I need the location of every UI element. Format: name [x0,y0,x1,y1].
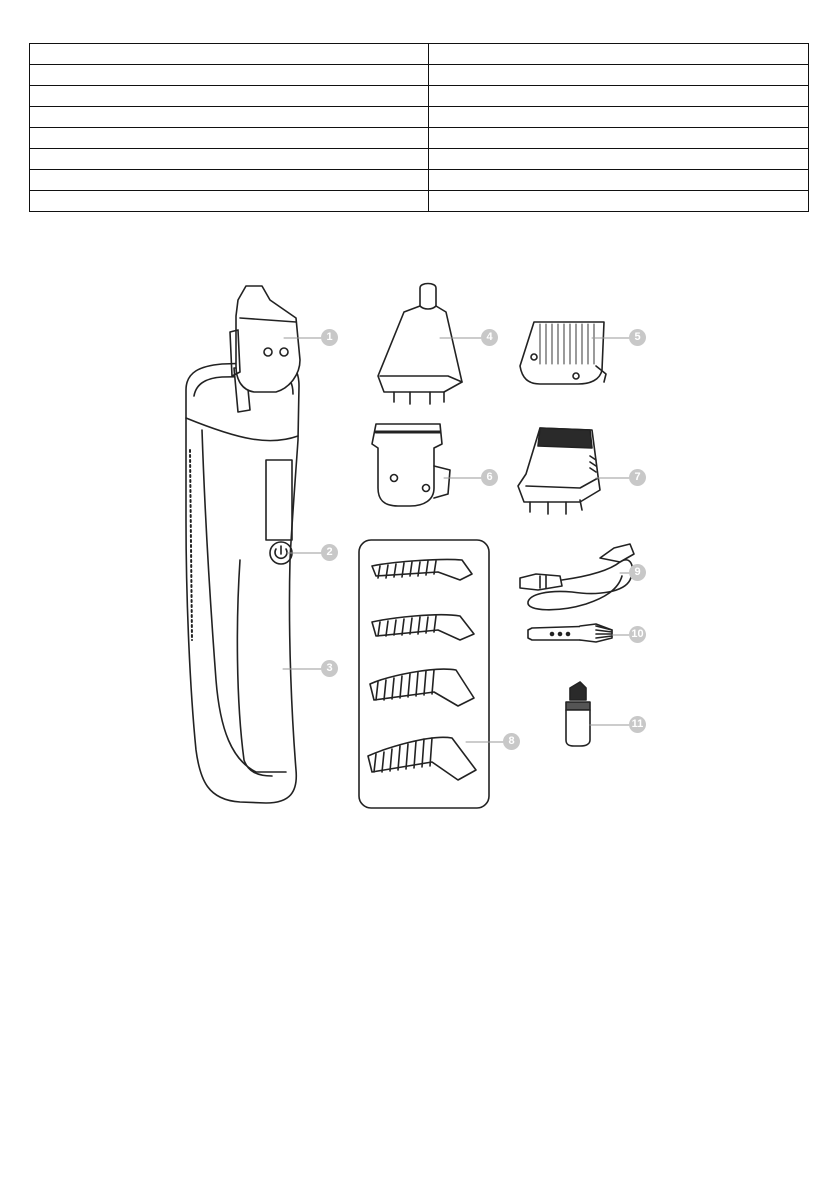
usb-cable-illustration [520,544,634,610]
callout-8: 8 [503,733,520,750]
table-cell [429,44,809,65]
table-row [30,107,809,128]
cleaning-brush-illustration [528,624,612,642]
table-cell [30,107,429,128]
table-row [30,149,809,170]
table-cell [30,191,429,212]
trimmer-body-illustration [186,362,299,803]
trimmer-head-illustration [230,286,300,392]
oil-bottle-illustration [566,682,590,746]
wide-trimmer-head-illustration [520,322,606,384]
table-cell [429,86,809,107]
callout-7: 7 [629,469,646,486]
callout-4: 4 [481,329,498,346]
table-cell [429,65,809,86]
callout-11: 11 [629,716,646,733]
table-cell [30,149,429,170]
table-row [30,128,809,149]
table-cell [429,128,809,149]
callout-10: 10 [629,626,646,643]
table-cell [30,86,429,107]
foil-shaver-illustration [518,428,600,514]
table-cell [429,191,809,212]
table-cell [30,65,429,86]
table-row [30,65,809,86]
table-cell [30,44,429,65]
table-cell [429,170,809,191]
parts-diagram [0,270,840,830]
table-cell [429,149,809,170]
table-row [30,44,809,65]
table-row [30,191,809,212]
callout-9: 9 [629,564,646,581]
table-cell [429,107,809,128]
spec-table [29,43,809,212]
callout-1: 1 [321,329,338,346]
callout-3: 3 [321,660,338,677]
callout-6: 6 [481,469,498,486]
table-row [30,170,809,191]
parts-illustration [0,270,840,830]
callout-5: 5 [629,329,646,346]
nose-trimmer-illustration [378,284,462,405]
guide-combs-illustration [359,540,489,808]
detail-trimmer-illustration [372,424,450,506]
table-cell [30,128,429,149]
callout-2: 2 [321,544,338,561]
table-cell [30,170,429,191]
table-row [30,86,809,107]
